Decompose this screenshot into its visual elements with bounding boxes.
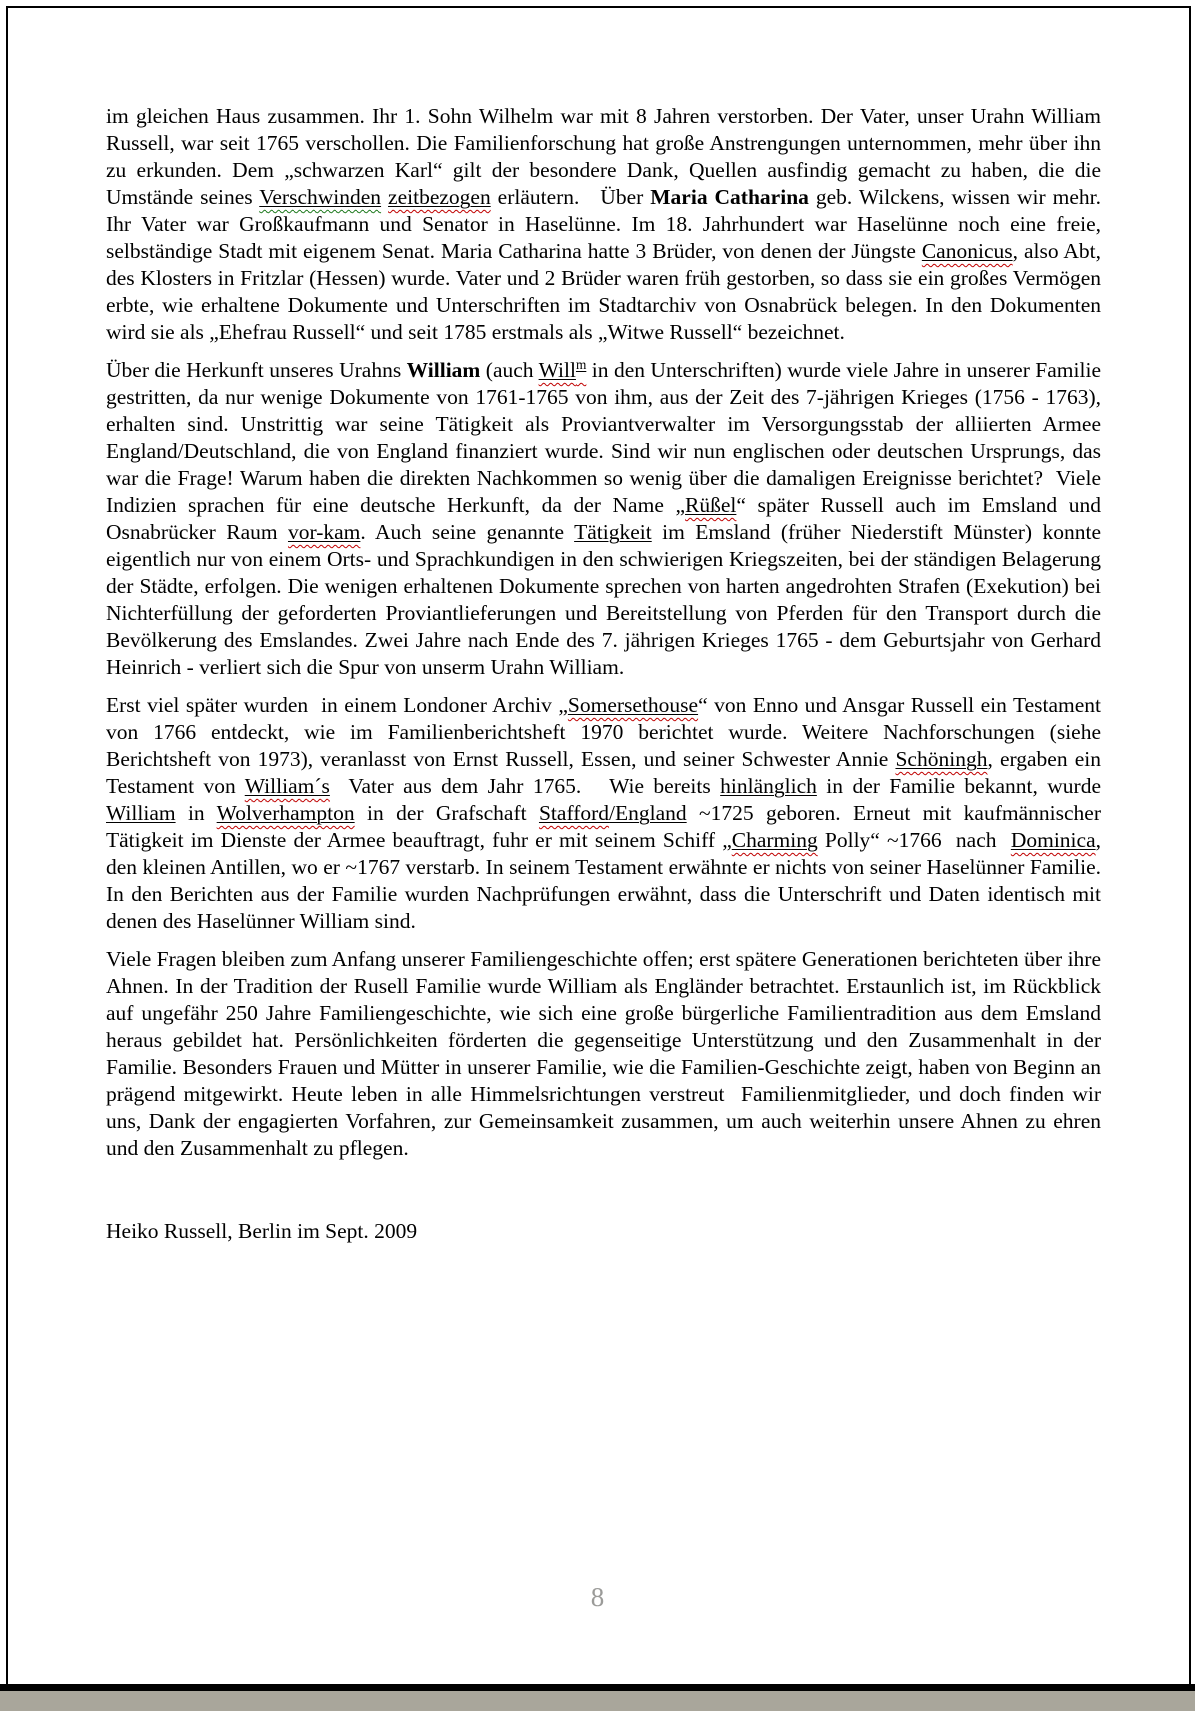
spellcheck-green-squiggle: Verschwinden: [259, 185, 382, 209]
signature-line: Heiko Russell, Berlin im Sept. 2009: [106, 1219, 418, 1243]
spellcheck-red-squiggle: zeitbezogen: [388, 185, 491, 209]
spellcheck-red-squiggle: Stafford: [538, 801, 610, 825]
spellcheck-red-squiggle: vor-kam: [287, 520, 361, 544]
paragraph-2: Über die Herkunft unseres Urahns William (auch Will$^m$ in den Unterschriften) wurde viele Jahre in unserer Familie gestritten, da nur wenige Dokumente von 1761-1765 von ihm, aus der Zeit des 7-jährigen Krieges (1756 - 1763), erhalten sind. Unstrittig war seine Tätigkeit als Proviantverwalter im Versorgungsstab der alliierten Armee England/Deutschland, die von England finanziert wurde. Sind wir nun englischen oder deutschen Ursprungs, das war die Frage! Warum haben die direkten Nachkommen so wenig über die damaligen Ereignisse berichtet? Viele Indizien sprachen für eine deutsche Herkunft, da der Name „Rüßel“ später Russell auch im Emsland und Osnabrücker Raum vor-kam. Auch seine genannte Tätigkeit im Emsland (früher Niederstift Münster) konnte eigentlich nur von einem Orts- und Sprachkundigen in den schwierigen Kriegszeiten, bei der ständigen Belagerung der Städte, erfolgen. Die wenigen erhaltenen Dokumente sprechen von harten angedrohten Strafen (Exekution) bei Nichterfüllung der geforderten Proviantlieferungen und Bereitstellung von Pferden für den Transport durch die Bevölkerung des Emslandes. Zwei Jahre nach Ende des 7. jährigen Krieges 1765 - dem Geburtsjahr von Gerhard Heinrich - verliert sich die Spur von unserm Urahn William.: [106, 356, 1101, 679]
spellcheck-red-squiggle: m: [575, 356, 587, 372]
spellcheck-red-squiggle: William´s: [244, 774, 330, 798]
spellcheck-red-squiggle: Dominica: [1010, 828, 1096, 852]
paragraph-1: im gleichen Haus zusammen. Ihr 1. Sohn Wilhelm war mit 8 Jahren verstorben. Der Vater, unser Urahn William Russell, war seit 1765 verschollen. Die Familienforschung hat große Anstrengungen unternommen, mehr über ihn zu erkunden. Dem „schwarzen Karl“ gilt der besondere Dank, Quellen ausfindig gemacht zu haben, die die Umstände seines Verschwinden zeitbezogen erläutern. Über Maria Catharina geb. Wilckens, wissen wir mehr. Ihr Vater war Großkaufmann und Senator in Haselünne. Im 18. Jahrhundert war Haselünne noch eine freie, selbständige Stadt mit eigenem Senat. Maria Catharina hatte 3 Brüder, von denen der Jüngste Canonicus, also Abt, des Klosters in Fritzlar (Hessen) wurde. Vater und 2 Brüder waren früh gestorben, so dass sie ein großes Vermögen erbte, wie erhaltene Dokumente und Unterschriften im Stadtarchiv von Osnabrück belegen. In den Dokumenten wird sie als „Ehefrau Russell“ und seit 1785 erstmals als „Witwe Russell“ bezeichnet.: [106, 104, 1102, 344]
spellcheck-red-squiggle: Charming: [731, 828, 818, 852]
page-number: 8: [590, 1582, 605, 1612]
spellcheck-red-squiggle: Somersethouse: [567, 693, 699, 717]
paragraph-3: Erst viel später wurden in einem Londoner Archiv „Somersethouse“ von Enno und Ansgar Russell ein Testament von 1766 entdeckt, wie im Familienberichtsheft 1970 berichtet wurde. Weitere Nachforschungen (siehe Berichtsheft von 1973), veranlasst von Ernst Russell, Essen, und seiner Schwester Annie Schöningh, ergaben ein Testament von William´s Vater aus dem Jahr 1765. Wie bereits hinlänglich in der Familie bekannt, wurde William in Wolverhampton in der Grafschaft Stafford/England ~1725 geboren. Erneut mit kaufmännischer Tätigkeit im Dienste der Armee beauftragt, fuhr er mit seinem Schiff „Charming Polly“ ~1766 nach Dominica, den kleinen Antillen, wo er ~1767 verstarb. In seinem Testament erwähnte er nichts von seiner Haselünner Familie. In den Berichten aus der Familie wurden Nachprüfungen erwähnt, dass die Unterschrift und Daten identisch mit denen des Haselünner William sind.: [106, 693, 1101, 933]
spellcheck-red-squiggle: Will: [538, 358, 576, 382]
document-body: [106, 103, 1101, 1256]
spellcheck-red-squiggle: Schöningh: [895, 747, 988, 771]
page-bottom-edge: [0, 1684, 1195, 1691]
spellcheck-red-squiggle: Canonicus: [921, 239, 1013, 263]
scan-background-band: [0, 1691, 1195, 1711]
spellcheck-red-squiggle: Rüßel: [685, 493, 737, 517]
paragraph-4: Viele Fragen bleiben zum Anfang unserer Familiengeschichte offen; erst spätere Generationen berichteten über ihre Ahnen. In der Tradition der Rusell Familie wurde William als Engländer betrachtet. Erstaunlich ist, im Rückblick auf ungefähr 250 Jahre Familiengeschichte, wie sich eine große bürgerliche Familientradition aus dem Emsland heraus gebildet hat. Persönlichkeiten förderten die gegenseitige Unterstützung und den Zusammenhalt in der Familie. Besonders Frauen und Mütter in unserer Familie, wie die Familien-Geschichte zeigt, haben von Beginn an prägend mitgewirkt. Heute leben in alle Himmelsrichtungen verstreut Familienmitglieder, und doch finden wir uns, Dank der engagierten Vorfahren, zur Gemeinsamkeit zusammen, um auch weiterhin unsere Ahnen zu ehren und den Zusammenhalt zu pflegen.: [106, 947, 1101, 1160]
spellcheck-red-squiggle: Wolverhampton: [216, 801, 355, 825]
